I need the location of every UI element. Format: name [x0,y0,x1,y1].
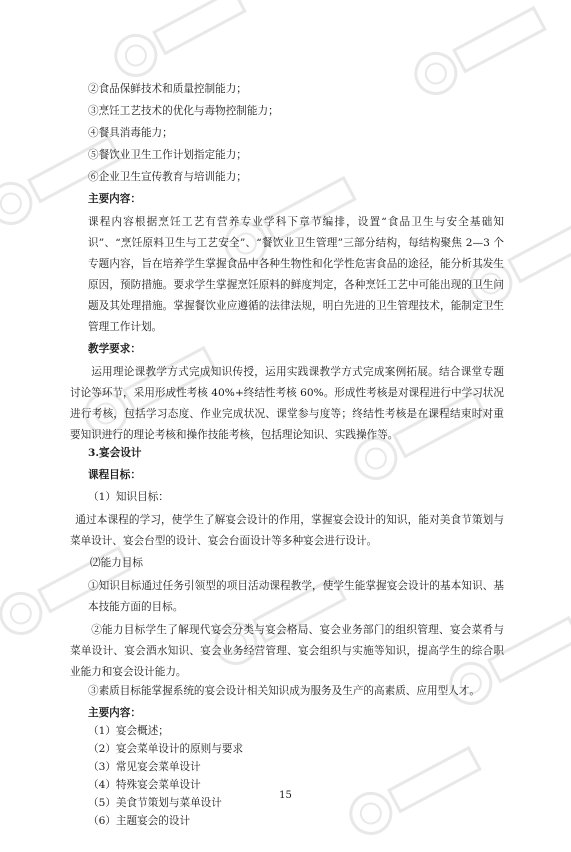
ability-item-6: ⑥企业卫生宣传教育与培训能力； [88,171,247,183]
paragraph-teaching-requirements: 运用理论课教学方式完成知识传授，运用实践课教学方式完成案例拓展。结合课堂专题讨论等环节，采用形成性考核 40%+终结性考核 60%。形成性考核是对课程进行中学习状况进行考核，包括学习态度、作业完成状况、课堂参与度等；终结性考核是在课程结束时对重要知识进行的理论考核和操作技能考核，包括理论知识、实践操作等。 [70,366,504,441]
section-heading-main-content: 主要内容： [88,193,141,205]
paragraph-knowledge-objective: 通过本课程的学习，使学生了解宴会设计的作用，掌握宴会设计的知识，能对美食节策划与菜单设计、宴会台型的设计、宴会台面设计等多种宴会进行设计。 [70,514,504,547]
page-number: 15 [279,790,292,801]
ability-item-2: ②食品保鲜技术和质量控制能力； [88,83,247,95]
watermark-seal [100,0,261,94]
section-heading-banquet-design: 3.宴会设计 [88,447,142,459]
content-list-item-3: （3）常见宴会菜单设计 [88,761,201,773]
content-list-item-1: （1）宴会概述； [88,725,169,737]
section-heading-teaching-requirements: 教学要求： [88,343,141,355]
section-heading-main-content-2: 主要内容： [88,707,141,719]
paragraph-objective-3: ③素质目标能掌握系统的宴会设计相关知识成为服务及生产的高素质、应用型人才。 [88,685,480,697]
ability-item-4: ④餐具消毒能力； [88,127,173,139]
ability-item-5: ⑤餐饮业卫生工作计划指定能力； [88,149,247,161]
objective-knowledge-heading: （1）知识目标： [88,491,169,503]
paragraph-course-content: 课程内容根据烹饪工艺有营养专业学科下章节编排，设置“食品卫生与安全基础知识”、“烹饪原料卫生与工艺安全”、“餐饮业卫生管理”三部分结构，每结构聚焦 2—3 个专题内容，旨在培养学生掌握食品中各种生物性和化学性危害食品的途径，能分析其发生原因，预防措施。要求学生掌握烹饪原料的鲜度判定，各种烹饪工艺中可能出现的卫生问题及其处理措施。掌握餐饮业应遵循的法律法规，明白先进的卫生管理技术，能制定卫生管理工作计划。 [88,216,504,333]
objective-ability-heading: ⑵能力目标 [90,557,143,569]
section-heading-course-objectives: 课程目标： [88,469,141,481]
watermark-seal [400,0,561,112]
content-list-item-2: （2）宴会菜单设计的原则与要求 [88,743,244,755]
content-list-item-4: （4）特殊宴会菜单设计 [88,779,201,791]
paragraph-objective-2: ②能力目标学生了解现代宴会分类与宴会格局、宴会业务部门的组织管理、宴会菜肴与菜单设计、宴会酒水知识、宴会业务经营管理、宴会组织与实施等知识，提高学生的综合职业能力和宴会设计能力。 [70,624,504,678]
content-list-item-6: （6）主题宴会的设计 [88,815,191,827]
content-list-item-5: （5）美食节策划与菜单设计 [88,797,222,809]
ability-item-3: ③烹饪工艺技术的优化与毒物控制能力； [88,105,279,117]
paragraph-objective-1: ①知识目标通过任务引领型的项目活动课程教学，使学生能掌握宴会设计的基本知识、基本技能方面的目标。 [88,580,504,613]
